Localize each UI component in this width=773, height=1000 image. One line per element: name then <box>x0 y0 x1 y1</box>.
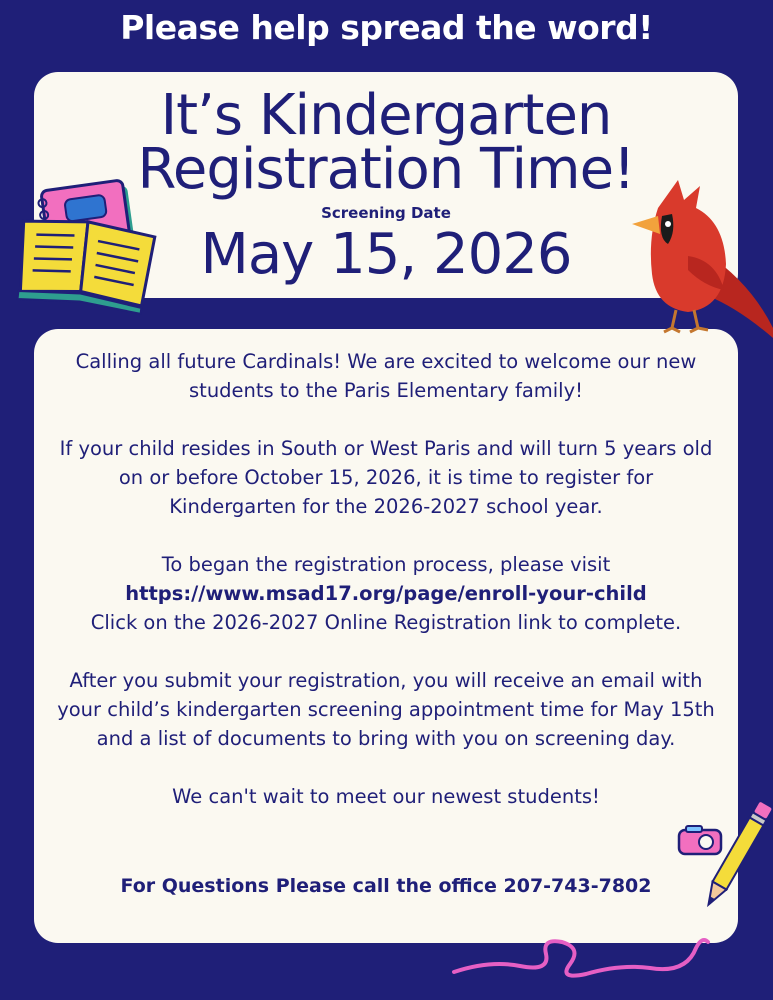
notebook-books-icon <box>12 180 162 310</box>
registration-outro: Click on the 2026-2027 Online Registration link to complete. <box>90 611 682 634</box>
contact-line: For Questions Please call the office 207-743-7802 <box>120 875 652 897</box>
paragraph-closing: We can't wait to meet our newest students! <box>172 785 600 808</box>
banner-title: Please help spread the word! <box>120 8 653 47</box>
pencil-icon <box>700 800 773 915</box>
body-text <box>54 347 718 840</box>
ribbon-scribble-icon <box>450 920 710 990</box>
paragraph-eligibility: If your child resides in South or West Paris and will turn 5 years old on or before October 15, 2026, it is time to register for Kindergarten for the 2026-2027 school year. <box>59 437 713 518</box>
paragraph-welcome: Calling all future Cardinals! We are excited to welcome our new students to the Paris Elementary family! <box>75 350 697 402</box>
registration-link[interactable]: https://www.msad17.org/page/enroll-your-child <box>125 582 647 605</box>
screening-label: Screening Date <box>321 204 451 222</box>
title-line-2: Registration Time! <box>137 137 635 202</box>
paragraph-registration <box>54 550 718 637</box>
cardinal-bird-icon <box>628 178 773 338</box>
title-line-1: It’s Kindergarten <box>160 83 612 148</box>
registration-intro: To began the registration process, please visit <box>161 553 611 576</box>
screening-date: May 15, 2026 <box>200 222 572 287</box>
paragraph-after-submit: After you submit your registration, you will receive an email with your child’s kindergarten screening appointment time for May 15th and a list of documents to bring with you on screening day. <box>57 669 715 750</box>
body-card <box>34 329 738 943</box>
